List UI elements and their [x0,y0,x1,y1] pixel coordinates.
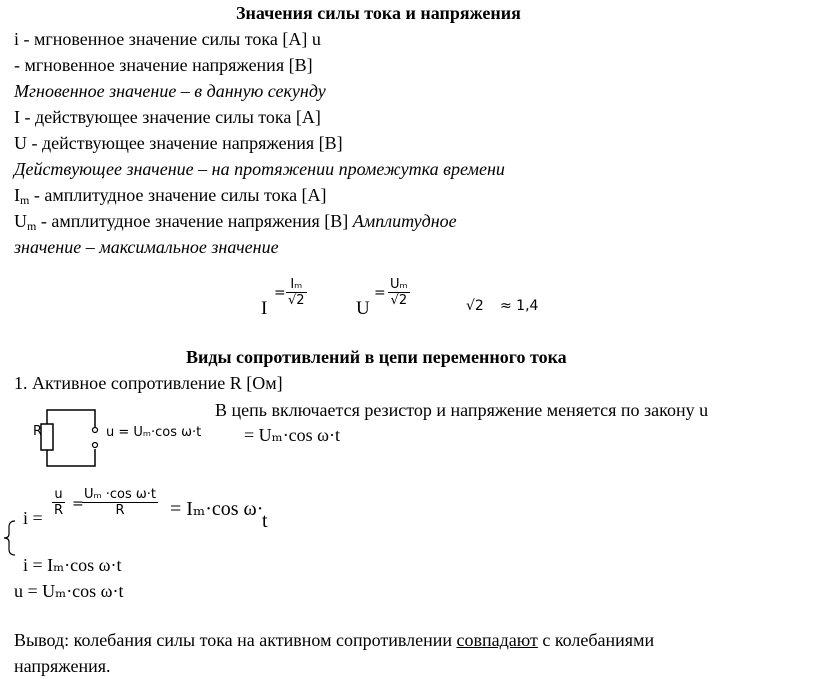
formula-U-fraction [388,278,410,309]
eq-frac2 [82,488,158,519]
line-effective-voltage [14,133,343,154]
eq-frac2-num: Uₘ ·cos ω·t [84,487,157,502]
conclusion-line2: напряжения. [14,656,111,676]
formula-I-num: Iₘ [290,277,303,292]
conclusion-line1 [14,630,654,651]
formula-I-fraction [286,278,307,309]
circuit-wire [47,410,95,466]
section-title-values: Значения силы тока и напряжения [236,3,521,23]
eq-rhs: = Iₘ·cos ω· [170,498,264,520]
eq-equals: = [72,496,84,512]
resistor-symbol [41,424,53,450]
symbol-Im-sub: m [20,193,30,207]
text-effective-voltage: - действующее значение напряжения [B] [27,133,343,153]
circuit-voltage-label: u = Uₘ·cos ω·t [106,425,202,440]
system-brace-icon [2,520,18,556]
eq-i-lhs: i = [23,508,43,528]
line-instant-current: i - мгновенное значение силы тока [A] u [14,29,321,49]
circuit-R-label: R [33,424,43,439]
eq-frac1 [52,488,65,519]
source-terminal-bottom [93,443,98,448]
formula-I-eq: = [274,285,286,301]
system-current: i = Iₘ·cos ω·t [23,555,122,575]
def-effective: Действующее значение – на протяжении промежутка времени [14,159,505,179]
desc-resistor-line1: В цепь включается резистор и напряжение меняется по закону u [215,400,709,420]
def-amplitude-end: значение – максимальное значение [14,237,279,257]
symbol-I: I [14,107,20,127]
line-amplitude-voltage [14,211,457,234]
eq-frac2-den: R [82,502,158,518]
symbol-Um: U [14,211,27,231]
conclusion-underlined: совпадают [456,630,538,650]
line-instant-voltage: - мгновенное значение напряжения [B] [14,55,313,75]
section-title-resistances: Виды сопротивлений в цепи переменного тока [186,347,567,367]
formula-U-eq: = [374,285,386,301]
formula-U-den: √2 [388,292,410,308]
formula-U-num: Uₘ [390,277,408,292]
line-effective-current [14,107,321,128]
item-active-resistance: 1. Активное сопротивление R [Ом] [14,373,283,393]
symbol-Im: I [14,185,20,205]
text-amplitude-current: - амплитудное значение силы тока [A] [29,185,327,205]
line-amplitude-current [14,185,327,208]
symbol-Um-sub: m [27,219,37,233]
def-amplitude-start: Амплитудное [352,211,457,231]
system-voltage: u = Uₘ·cos ω·t [14,581,124,601]
conclusion-post: с колебаниями [537,630,655,650]
eq-frac1-den: R [54,503,64,519]
source-terminal-top [93,428,98,433]
text-effective-current: - действующее значение силы тока [A] [20,107,321,127]
conclusion-pre: Вывод: колебания силы тока на активном сопротивлении [14,630,457,650]
formula-sqrt2: √2 [466,298,484,314]
desc-resistor-line2: = Uₘ·cos ω·t [244,425,341,445]
formula-I-lhs: I [261,298,268,319]
text-amplitude-voltage: - амплитудное значение напряжения [B] [36,211,353,231]
eq-t: t [262,510,268,532]
eq-frac1-num: u [54,487,63,502]
formula-U-lhs: U [356,298,370,319]
formula-approx: ≈ 1,4 [500,298,539,314]
def-instant: Мгновенное значение – в данную секунду [14,81,326,101]
formula-I-den: √2 [288,293,305,309]
symbol-U: U [14,133,27,153]
